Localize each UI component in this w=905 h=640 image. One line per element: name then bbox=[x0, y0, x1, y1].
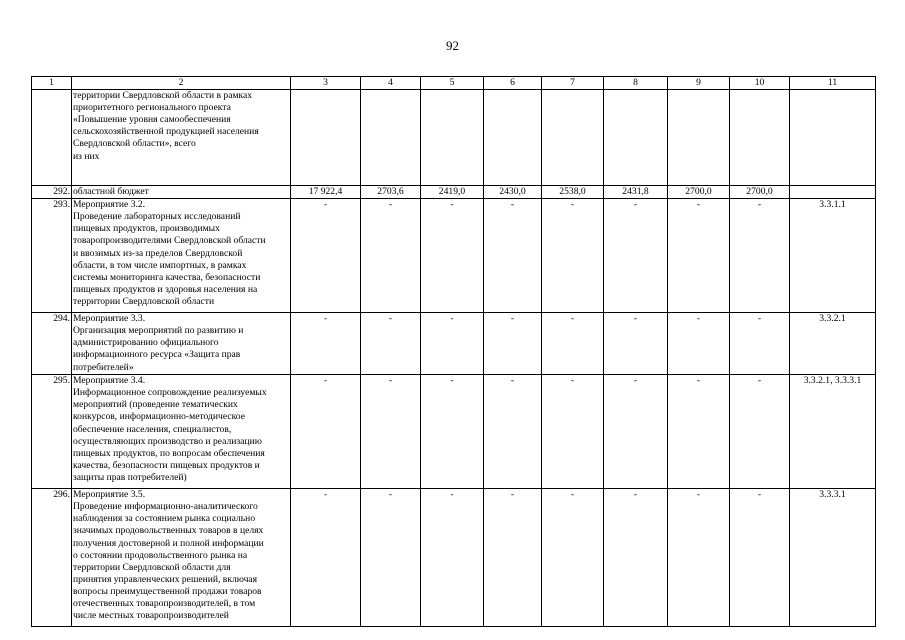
column-header: 3 bbox=[291, 77, 361, 90]
column-header: 7 bbox=[542, 77, 604, 90]
row-target-code: 3.3.1.1 bbox=[790, 199, 876, 313]
row-value: - bbox=[604, 489, 668, 627]
row-value: - bbox=[668, 375, 730, 489]
column-header: 6 bbox=[484, 77, 542, 90]
column-header: 11 bbox=[790, 77, 876, 90]
row-value: - bbox=[542, 199, 604, 313]
column-header: 4 bbox=[361, 77, 421, 90]
row-value: - bbox=[361, 199, 421, 313]
row-value: - bbox=[291, 313, 361, 375]
row-value: - bbox=[421, 489, 484, 627]
row-value: - bbox=[484, 489, 542, 627]
row-number bbox=[32, 90, 72, 186]
row-target-code: 3.3.2.1 bbox=[790, 313, 876, 375]
column-header: 2 bbox=[72, 77, 291, 90]
row-value bbox=[542, 90, 604, 186]
row-value: - bbox=[291, 489, 361, 627]
row-value: - bbox=[542, 489, 604, 627]
table-row bbox=[32, 186, 876, 199]
table-row bbox=[32, 375, 876, 489]
row-value bbox=[668, 90, 730, 186]
row-value bbox=[604, 90, 668, 186]
table-row bbox=[32, 313, 876, 375]
row-value bbox=[361, 90, 421, 186]
row-value: - bbox=[361, 375, 421, 489]
header-row bbox=[32, 77, 876, 90]
row-value: 2419,0 bbox=[421, 186, 484, 199]
row-value: - bbox=[484, 313, 542, 375]
row-number: 293. bbox=[32, 199, 72, 313]
row-target-code bbox=[790, 186, 876, 199]
row-description: Мероприятие 3.5. Проведение информационно-аналитического наблюдения за состоянием рынка социально значимых продовольственных товаров в целях получения достоверной и полной информации о состоянии продовольственного рынка на территории Свердловской области для принятия управленческих решений, включая вопросы преимущественной продажи товаров отечественных товаропроизводителей, в том числе местных товаропроизводителей bbox=[72, 489, 291, 627]
column-header: 5 bbox=[421, 77, 484, 90]
row-value: - bbox=[421, 313, 484, 375]
row-description: Мероприятие 3.4. Информационное сопровождение реализуемых мероприятий (проведение тематических конкурсов, информационно-методическое обеспечение населения, специалистов, осуществляющих производство и реализацию пищевых продуктов, по вопросам обеспечения качества, безопасности пищевых продуктов и защиты прав потребителей) bbox=[72, 375, 291, 489]
row-value: - bbox=[291, 199, 361, 313]
row-number: 295. bbox=[32, 375, 72, 489]
row-target-code bbox=[790, 90, 876, 186]
row-value: - bbox=[542, 313, 604, 375]
row-number: 294. bbox=[32, 313, 72, 375]
row-value: - bbox=[668, 199, 730, 313]
row-value: 2431,8 bbox=[604, 186, 668, 199]
row-value: 2700,0 bbox=[668, 186, 730, 199]
row-value bbox=[421, 90, 484, 186]
row-target-code: 3.3.2.1, 3.3.3.1 bbox=[790, 375, 876, 489]
row-value: - bbox=[604, 199, 668, 313]
row-value: - bbox=[421, 375, 484, 489]
row-value: - bbox=[361, 313, 421, 375]
row-value: - bbox=[604, 313, 668, 375]
row-value bbox=[291, 90, 361, 186]
row-value: - bbox=[291, 375, 361, 489]
row-value: - bbox=[668, 313, 730, 375]
row-target-code: 3.3.3.1 bbox=[790, 489, 876, 627]
row-value: - bbox=[361, 489, 421, 627]
table-row bbox=[32, 199, 876, 313]
page-number: 92 bbox=[446, 38, 459, 53]
column-header: 8 bbox=[604, 77, 668, 90]
row-description: территории Свердловской области в рамках приоритетного регионального проекта «Повышение уровня самообеспечения сельскохозяйственной продукцией населения Свердловской области», всего из них bbox=[72, 90, 291, 186]
row-value: - bbox=[604, 375, 668, 489]
program-table bbox=[31, 76, 876, 627]
row-value: 2538,0 bbox=[542, 186, 604, 199]
row-value: - bbox=[668, 489, 730, 627]
row-value: - bbox=[484, 375, 542, 489]
row-value: - bbox=[484, 199, 542, 313]
row-value: - bbox=[730, 313, 790, 375]
row-description: Мероприятие 3.3. Организация мероприятий по развитию и администрированию официального информационного ресурса «Защита прав потребителей» bbox=[72, 313, 291, 375]
row-value: - bbox=[730, 489, 790, 627]
row-value: 2700,0 bbox=[730, 186, 790, 199]
row-value bbox=[484, 90, 542, 186]
row-value: - bbox=[730, 199, 790, 313]
row-description: областной бюджет bbox=[72, 186, 291, 199]
row-description: Мероприятие 3.2. Проведение лабораторных исследований пищевых продуктов, производимых товаропроизводителями Свердловской области и ввозимых из-за пределов Свердловской области, в том числе импортных, в рамках системы мониторинга качества, безопасности пищевых продуктов и здоровья населения на территории Свердловской области bbox=[72, 199, 291, 313]
column-header: 10 bbox=[730, 77, 790, 90]
row-value: - bbox=[542, 375, 604, 489]
row-value bbox=[730, 90, 790, 186]
row-value: 2430,0 bbox=[484, 186, 542, 199]
row-value: 17 922,4 bbox=[291, 186, 361, 199]
row-value: - bbox=[421, 199, 484, 313]
row-value: 2703,6 bbox=[361, 186, 421, 199]
row-number: 292. bbox=[32, 186, 72, 199]
column-header: 1 bbox=[32, 77, 72, 90]
row-value: - bbox=[730, 375, 790, 489]
table-row bbox=[32, 489, 876, 627]
row-number: 296. bbox=[32, 489, 72, 627]
column-header: 9 bbox=[668, 77, 730, 90]
table-row bbox=[32, 90, 876, 186]
